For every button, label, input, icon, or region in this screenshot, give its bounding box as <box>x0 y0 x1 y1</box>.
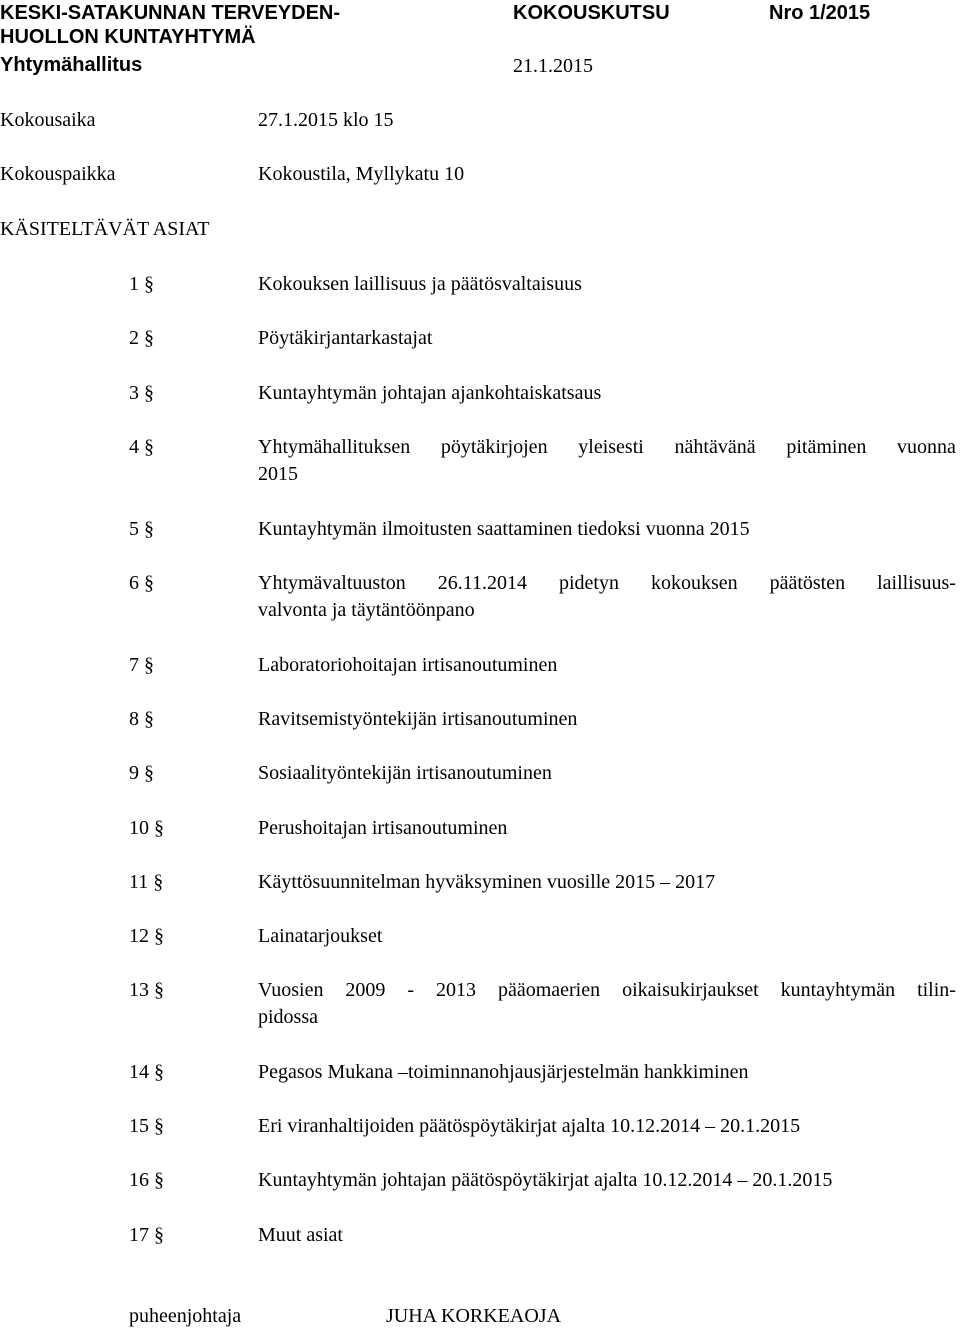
section-sign: § <box>153 871 164 893</box>
agenda-item-title-line1: Yhtymähallituksen pöytäkirjojen yleisesti nähtävänä pitäminen vuonna <box>258 436 956 458</box>
agenda-item-title: Sosiaalityöntekijän irtisanoutuminen <box>258 762 552 784</box>
agenda-item-title <box>258 977 956 1031</box>
agenda-item-number <box>129 1113 164 1140</box>
agenda-item-number <box>129 1222 164 1249</box>
agenda-heading: KÄSITELTÄVÄT ASIAT <box>0 218 210 240</box>
agenda-item-number-value: 1 <box>129 273 139 295</box>
agenda-item-title: Perushoitajan irtisanoutuminen <box>258 817 508 839</box>
agenda-item-number <box>129 977 164 1004</box>
agenda-item-title: Kuntayhtymän johtajan päätöspöytäkirjat ajalta 10.12.2014 – 20.1.2015 <box>258 1169 833 1191</box>
agenda-item-number-value: 13 <box>129 979 149 1001</box>
agenda-item-title: Ravitsemistyöntekijän irtisanoutuminen <box>258 708 578 730</box>
agenda-item-number-value: 4 <box>129 436 139 458</box>
agenda-item-number-value: 5 <box>129 518 139 540</box>
agenda-item-number-value: 9 <box>129 762 139 784</box>
agenda-item-number <box>129 516 154 543</box>
agenda-item-number <box>129 380 154 407</box>
section-sign: § <box>144 708 154 730</box>
signature-name: JUHA KORKEAOJA <box>386 1305 562 1327</box>
agenda-item-number-value: 14 <box>129 1061 149 1083</box>
agenda-item-number-value: 3 <box>129 382 139 404</box>
agenda-item-title: Käyttösuunnitelman hyväksyminen vuosille 2015 – 2017 <box>258 871 716 893</box>
agenda-item-title-line2: 2015 <box>258 463 298 485</box>
agenda-item-number-value: 12 <box>129 925 149 947</box>
section-sign: § <box>154 1224 164 1246</box>
agenda-item-number-value: 17 <box>129 1224 149 1246</box>
section-sign: § <box>154 1115 164 1137</box>
agenda-item-number-value: 16 <box>129 1169 149 1191</box>
agenda-item-number <box>129 923 164 950</box>
agenda-item-number <box>129 706 154 733</box>
agenda-item-title-line1: Vuosien 2009 - 2013 pääomaerien oikaisukirjaukset kuntayhtymän tilin- <box>258 979 956 1001</box>
agenda-item-number-value: 15 <box>129 1115 149 1137</box>
agenda-item-title <box>258 434 956 488</box>
agenda-item-number-value: 10 <box>129 817 149 839</box>
section-sign: § <box>144 762 154 784</box>
document-type: KOKOUSKUTSU <box>513 2 670 24</box>
agenda-item-title: Lainatarjoukset <box>258 925 383 947</box>
agenda-item-number-value: 11 <box>129 871 149 893</box>
agenda-item-title: Laboratoriohoitajan irtisanoutuminen <box>258 654 558 676</box>
agenda-item-number <box>129 815 164 842</box>
section-sign: § <box>144 382 154 404</box>
organization-name-line1: KESKI-SATAKUNNAN TERVEYDEN- <box>0 2 341 24</box>
organization-name-line2: HUOLLON KUNTAYHTYMÄ <box>0 26 256 48</box>
governing-body: Yhtymähallitus <box>0 54 143 76</box>
agenda-item-number <box>129 869 163 896</box>
section-sign: § <box>144 572 154 594</box>
agenda-item-number <box>129 570 154 597</box>
agenda-item-number-value: 6 <box>129 572 139 594</box>
meeting-place-value: Kokoustila, Myllykatu 10 <box>258 163 465 185</box>
signature-role: puheenjohtaja <box>129 1305 242 1327</box>
agenda-item-title-line2: valvonta ja täytäntöönpano <box>258 599 475 621</box>
section-sign: § <box>144 436 154 458</box>
meeting-time-value: 27.1.2015 klo 15 <box>258 109 394 131</box>
agenda-item-title: Kuntayhtymän ilmoitusten saattaminen tiedoksi vuonna 2015 <box>258 518 750 540</box>
agenda-item-number <box>129 652 154 679</box>
section-sign: § <box>154 1061 164 1083</box>
section-sign: § <box>144 273 154 295</box>
agenda-item-title <box>258 570 956 624</box>
agenda-item-number-value: 8 <box>129 708 139 730</box>
document-date: 21.1.2015 <box>513 55 593 77</box>
agenda-item-number-value: 7 <box>129 654 139 676</box>
section-sign: § <box>154 1169 164 1191</box>
agenda-item-number <box>129 325 154 352</box>
document-number: Nro 1/2015 <box>769 2 871 24</box>
agenda-item-title: Kuntayhtymän johtajan ajankohtaiskatsaus <box>258 382 602 404</box>
section-sign: § <box>144 518 154 540</box>
agenda-item-number <box>129 434 154 461</box>
section-sign: § <box>154 925 164 947</box>
section-sign: § <box>154 979 164 1001</box>
meeting-place-label: Kokouspaikka <box>0 163 116 185</box>
agenda-item-number <box>129 271 154 298</box>
section-sign: § <box>154 817 164 839</box>
agenda-item-number <box>129 760 154 787</box>
agenda-item-number <box>129 1167 164 1194</box>
section-sign: § <box>144 654 154 676</box>
agenda-item-title: Eri viranhaltijoiden päätöspöytäkirjat ajalta 10.12.2014 – 20.1.2015 <box>258 1115 801 1137</box>
agenda-item-title-line2: pidossa <box>258 1006 318 1028</box>
meeting-time-label: Kokousaika <box>0 109 96 131</box>
agenda-item-title: Muut asiat <box>258 1224 343 1246</box>
section-sign: § <box>144 327 154 349</box>
agenda-item-title-line1: Yhtymävaltuuston 26.11.2014 pidetyn kokouksen päätösten laillisuus- <box>258 572 956 594</box>
agenda-item-title: Kokouksen laillisuus ja päätösvaltaisuus <box>258 273 582 295</box>
agenda-item-number <box>129 1059 164 1086</box>
agenda-item-title: Pöytäkirjantarkastajat <box>258 327 433 349</box>
agenda-item-number-value: 2 <box>129 327 139 349</box>
agenda-item-title: Pegasos Mukana –toiminnanohjausjärjestelmän hankkiminen <box>258 1061 749 1083</box>
